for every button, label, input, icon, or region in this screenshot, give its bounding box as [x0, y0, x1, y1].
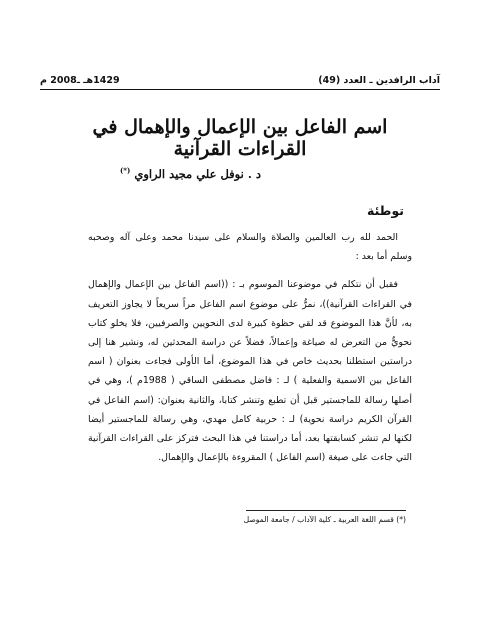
header-rule	[40, 89, 440, 90]
author-line	[120, 166, 320, 181]
running-header	[40, 70, 440, 90]
author-name: د . نوفل علي مجيد الراوي	[134, 166, 261, 181]
paper-title: اسم الفاعل بين الإعمال والإهمال في القراءات القرآنية	[92, 116, 388, 160]
section-heading: توطئة	[367, 203, 404, 218]
journal-name: آداب الرافدين ـ العدد (49)	[318, 74, 440, 86]
paragraph: فقبل أن نتكلم في موضوعنا الموسوم بـ : ((اسم الفاعل بين الإعمال والإهمال في القراءات القرآنية))، نمرُّ على موضوع اسم الفاعل مراً سريعاً لا يجاوز التعريف به، لأنَّ هذا الموضوع قد لقي حظوة كبيرة لدى النحويين والصرفيين، فلا يخلو كتاب نحويٌّ من التعرض له صياغة وإعمالاً، فضلاً عن دراسة المحدثين له، ونشير هنا إلى دراستين استطلنا بحديث خاص في هذا الموضوع، أما الأولى فجاءت بعنوان ( اسم الفاعل بين الاسمية والفعلية ) لـ : فاضل مصطفى الساقي ( 1988م )، وهي في أصلها رسالة للماجستير قبل أن تطبع وتنشر كتابا، والثانية بعنوان: (اسم الفاعل في القرآن الكريم دراسة نحوية) لـ : حربية كامل مهدي، وهي رسالة للماجستير أيضا لكنها لم تنشر كسابقتها بعد، أما دراستنا في هذا البحث فتركز على القراءات القرآنية التي جاءت على صيغة (اسم الفاعل ) المقروءة بالإعمال والإهمال.	[88, 279, 412, 464]
footnote: (*) قسم اللغة العربية ـ كلية الآداب / جامعة الموصل	[243, 515, 406, 524]
body-text	[88, 228, 412, 467]
footnote-rule	[246, 510, 406, 511]
author-footnote-mark: (*)	[120, 166, 131, 175]
publication-date: 1429هـ ـ2008 م	[40, 74, 120, 86]
paragraph: الحمد لله رب العالمين والصلاة والسلام على سيدنا محمد وعلى آله وصحبه وسلم أما بعد :	[88, 232, 412, 263]
